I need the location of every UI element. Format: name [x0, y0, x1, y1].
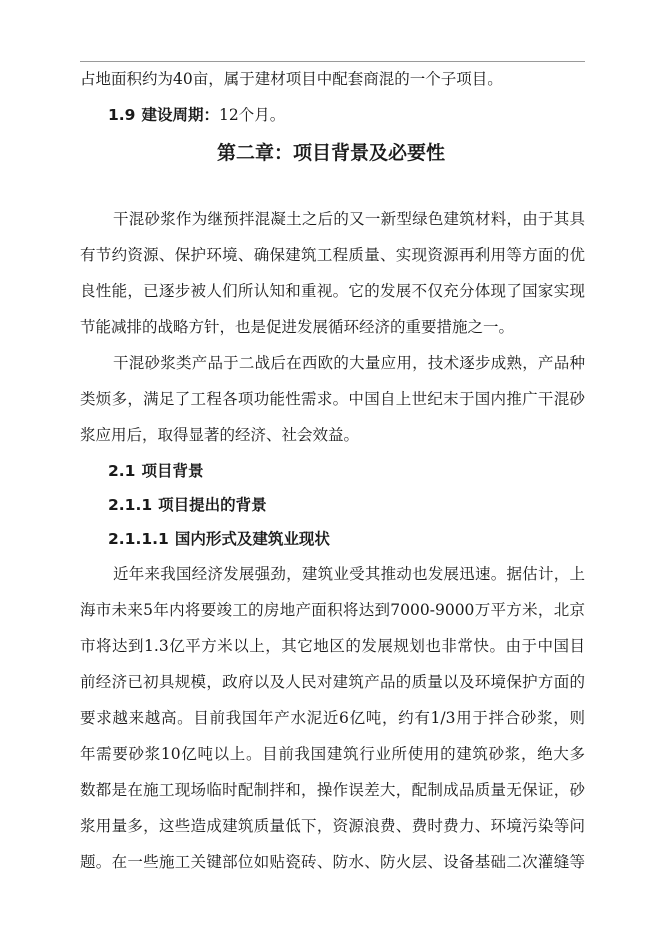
heading-1-9: [108, 104, 285, 126]
heading-number: 1.9: [108, 106, 136, 124]
heading-2-1-1: [108, 494, 267, 516]
heading-label: 项目背景: [141, 462, 204, 480]
paragraph-line: 题。在一些施工关键部位如贴瓷砖、防水、防火层、设备基础二次灌缝等: [80, 853, 585, 871]
intro-line: 占地面积约为40亩，属于建材项目中配套商混的一个子项目。: [80, 70, 503, 88]
heading-2-1-1-1: [108, 528, 330, 550]
heading-number: 2.1.1: [108, 496, 153, 514]
paragraph-line: 年需要砂浆10亿吨以上。目前我国建筑行业所使用的建筑砂浆，绝大多: [80, 745, 585, 763]
paragraph-line: 数都是在施工现场临时配制拌和，操作误差大，配制成品质量无保证，砂: [80, 781, 585, 799]
heading-label: 项目提出的背景: [158, 496, 267, 514]
paragraph-line: 市将达到1.3亿平方米以上，其它地区的发展规划也非常快。由于中国目: [80, 637, 585, 655]
paragraph-line: 类烦多，满足了工程各项功能性需求。中国自上世纪末于国内推广干混砂: [80, 390, 585, 408]
paragraph-line: 前经济已初具规模，政府以及人民对建筑产品的质量以及环境保护方面的: [80, 673, 585, 691]
heading-label: 建设周期：: [141, 106, 219, 124]
paragraph-line: 干混砂浆作为继预拌混凝土之后的又一新型绿色建筑材料，由于其具: [113, 210, 585, 228]
heading-2-1: [108, 460, 203, 482]
heading-label: 国内形式及建筑业现状: [174, 530, 330, 548]
paragraph-line: 海市未来5年内将要竣工的房地产面积将达到7000-9000万平方米，北京: [80, 601, 585, 619]
paragraph-line: 良性能，已逐步被人们所认知和重视。它的发展不仅充分体现了国家实现: [80, 282, 585, 300]
paragraph-line: 浆用量多，这些造成建筑质量低下，资源浪费、费时费力、环境污染等问: [80, 817, 585, 835]
paragraph-line: 近年来我国经济发展强劲，建筑业受其推动也发展迅速。据估计，上: [113, 565, 585, 583]
paragraph-line: 干混砂浆类产品于二战后在西欧的大量应用，技术逐步成熟，产品种: [113, 354, 585, 372]
paragraph-line: 有节约资源、保护环境、确保建筑工程质量、实现资源再利用等方面的优: [80, 246, 585, 264]
heading-number: 2.1.1.1: [108, 530, 169, 548]
header-rule: [80, 61, 585, 62]
paragraph-line: 要求越来越高。目前我国年产水泥近6亿吨，约有1/3用于拌合砂浆，则: [80, 709, 585, 727]
construction-period-value: 12个月。: [218, 106, 286, 124]
heading-number: 2.1: [108, 462, 136, 480]
chapter-title: 第二章：项目背景及必要性: [216, 142, 445, 164]
paragraph-line: 浆应用后，取得显著的经济、社会效益。: [80, 426, 360, 444]
paragraph-line: 节能减排的战略方针，也是促进发展循环经济的重要措施之一。: [80, 318, 515, 336]
